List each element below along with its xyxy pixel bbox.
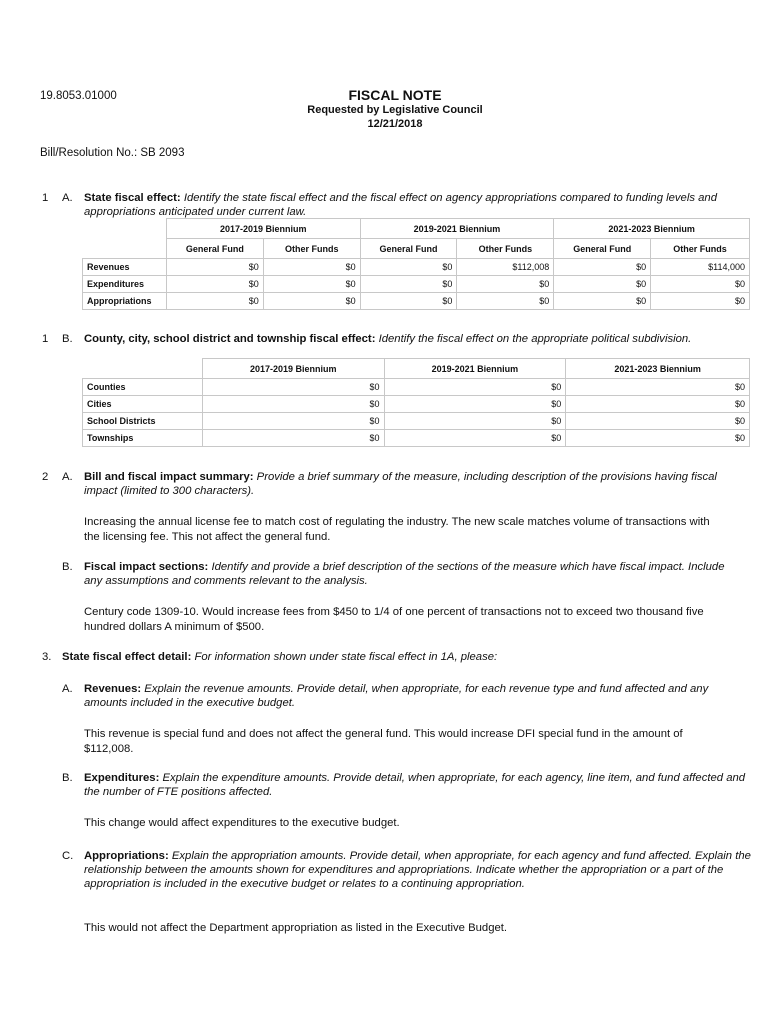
document-number: 19.8053.01000	[40, 90, 117, 102]
section-number: 3.	[42, 651, 52, 663]
section-description: Identify the fiscal effect on the appropriate political subdivision.	[378, 333, 692, 345]
row-label: Counties	[83, 379, 203, 396]
row-label: Appropriations	[83, 293, 167, 310]
table-cell: $0	[202, 396, 384, 413]
section-heading: State fiscal effect:	[84, 192, 181, 204]
section-letter: C.	[62, 850, 74, 862]
section-letter: A.	[62, 192, 73, 204]
requested-by: Requested by Legislative Council	[307, 104, 483, 116]
political-subdivision-table	[82, 358, 750, 447]
fund-header: Other Funds	[263, 239, 360, 259]
table-cell: $112,008	[457, 259, 554, 276]
section-heading: Fiscal impact sections:	[84, 561, 209, 573]
section-description: For information shown under state fiscal effect in 1A, please:	[194, 651, 498, 663]
section-heading: Expenditures:	[84, 772, 160, 784]
table-row	[83, 379, 750, 396]
table-cell: $0	[554, 259, 651, 276]
section-heading: Appropriations:	[84, 850, 169, 862]
corner-cell	[83, 219, 167, 239]
table-cell: $0	[566, 413, 750, 430]
table-cell: $0	[651, 293, 750, 310]
section-3b-answer: This change would affect expenditures to the executive budget.	[84, 817, 400, 829]
table-cell: $0	[384, 413, 566, 430]
table-cell: $0	[166, 276, 263, 293]
page-title: FISCAL NOTE	[348, 87, 442, 103]
note-date: 12/21/2018	[367, 118, 423, 130]
table-cell: $0	[457, 293, 554, 310]
section-description: Identify the state fiscal effect and the fiscal effect on agency appropriations compared to funding levels and appropriations anticipated under current law.	[84, 192, 717, 218]
section-letter: A.	[62, 471, 73, 483]
table-cell: $0	[566, 396, 750, 413]
fund-header: General Fund	[554, 239, 651, 259]
fund-header: General Fund	[166, 239, 263, 259]
table-cell: $0	[651, 276, 750, 293]
biennium-header: 2019-2021 Biennium	[384, 359, 566, 379]
table-cell: $0	[202, 379, 384, 396]
row-label: Expenditures	[83, 276, 167, 293]
table-row	[83, 396, 750, 413]
table-cell: $0	[166, 293, 263, 310]
table-row	[83, 259, 750, 276]
section-heading: Bill and fiscal impact summary:	[84, 471, 254, 483]
fund-header: Other Funds	[457, 239, 554, 259]
table-cell: $0	[554, 276, 651, 293]
section-3c-answer: This would not affect the Department appropriation as listed in the Executive Budget.	[84, 922, 508, 934]
table-cell: $0	[263, 293, 360, 310]
table-cell: $0	[384, 396, 566, 413]
state-fiscal-effect-table	[82, 218, 750, 310]
biennium-header: 2017-2019 Biennium	[202, 359, 384, 379]
table-cell: $0	[202, 413, 384, 430]
biennium-header: 2017-2019 Biennium	[166, 219, 360, 239]
biennium-header: 2019-2021 Biennium	[360, 219, 554, 239]
bill-number: Bill/Resolution No.: SB 2093	[40, 147, 185, 159]
fund-header: General Fund	[360, 239, 457, 259]
section-number: 1	[42, 333, 49, 345]
section-heading: County, city, school district and township fiscal effect:	[84, 333, 376, 345]
section-heading: State fiscal effect detail:	[62, 651, 192, 663]
section-3a-answer: This revenue is special fund and does not affect the general fund. This would increase DFI special fund in the amount of $112,008.	[84, 728, 683, 755]
row-label: Revenues	[83, 259, 167, 276]
corner-cell	[83, 359, 203, 379]
section-description: Provide a brief summary of the measure, including description of the provisions having fiscal impact (limited to 300 characters).	[84, 471, 717, 497]
section-number: 1	[42, 192, 49, 204]
table-cell: $0	[263, 259, 360, 276]
table-row	[83, 413, 750, 430]
table-cell: $0	[384, 379, 566, 396]
fund-header: Other Funds	[651, 239, 750, 259]
table-cell: $0	[166, 259, 263, 276]
row-label: School Districts	[83, 413, 203, 430]
section-description: Identify and provide a brief description of the sections of the measure which have fiscal impact. Include any assumptions and comments relevant to the analysis.	[84, 561, 725, 587]
section-letter: A.	[62, 683, 73, 695]
table-cell: $0	[360, 276, 457, 293]
section-heading: Revenues:	[84, 683, 142, 695]
table-cell: $0	[360, 259, 457, 276]
table-row	[83, 430, 750, 447]
corner-cell	[83, 239, 167, 259]
biennium-header: 2021-2023 Biennium	[566, 359, 750, 379]
row-label: Cities	[83, 396, 203, 413]
section-number: 2	[42, 471, 49, 483]
table-cell: $0	[457, 276, 554, 293]
table-cell: $0	[202, 430, 384, 447]
section-description: Explain the appropriation amounts. Provide detail, when appropriate, for each agency and fund affected. Explain the relationship between the amounts shown for expenditures and appropriations. Indicate whether the appropriation or a part of the appropriation is included in the executive budget or relates to a continuing appropriation.	[84, 850, 751, 890]
table-cell: $0	[384, 430, 566, 447]
section-letter: B.	[62, 333, 73, 345]
section-letter: B.	[62, 561, 73, 573]
table-cell: $0	[566, 379, 750, 396]
table-cell: $0	[360, 293, 457, 310]
biennium-header: 2021-2023 Biennium	[554, 219, 750, 239]
section-letter: B.	[62, 772, 73, 784]
table-row	[83, 293, 750, 310]
table-cell: $0	[263, 276, 360, 293]
section-description: Explain the revenue amounts. Provide detail, when appropriate, for each revenue type and fund affected and any amounts included in the executive budget.	[84, 683, 709, 709]
table-cell: $114,000	[651, 259, 750, 276]
table-cell: $0	[554, 293, 651, 310]
section-description: Explain the expenditure amounts. Provide detail, when appropriate, for each agency, line item, and fund affected and the number of FTE positions affected.	[84, 772, 746, 798]
row-label: Townships	[83, 430, 203, 447]
section-2b-answer: Century code 1309-10. Would increase fees from $450 to 1/4 of one percent of transactions not to exceed two thousand five hundred dollars A minimum of $500.	[84, 606, 704, 633]
table-row	[83, 276, 750, 293]
section-2a-answer: Increasing the annual license fee to match cost of regulating the industry. The new scale matches volume of transactions with the licensing fee. This not affect the general fund.	[84, 516, 710, 543]
table-cell: $0	[566, 430, 750, 447]
